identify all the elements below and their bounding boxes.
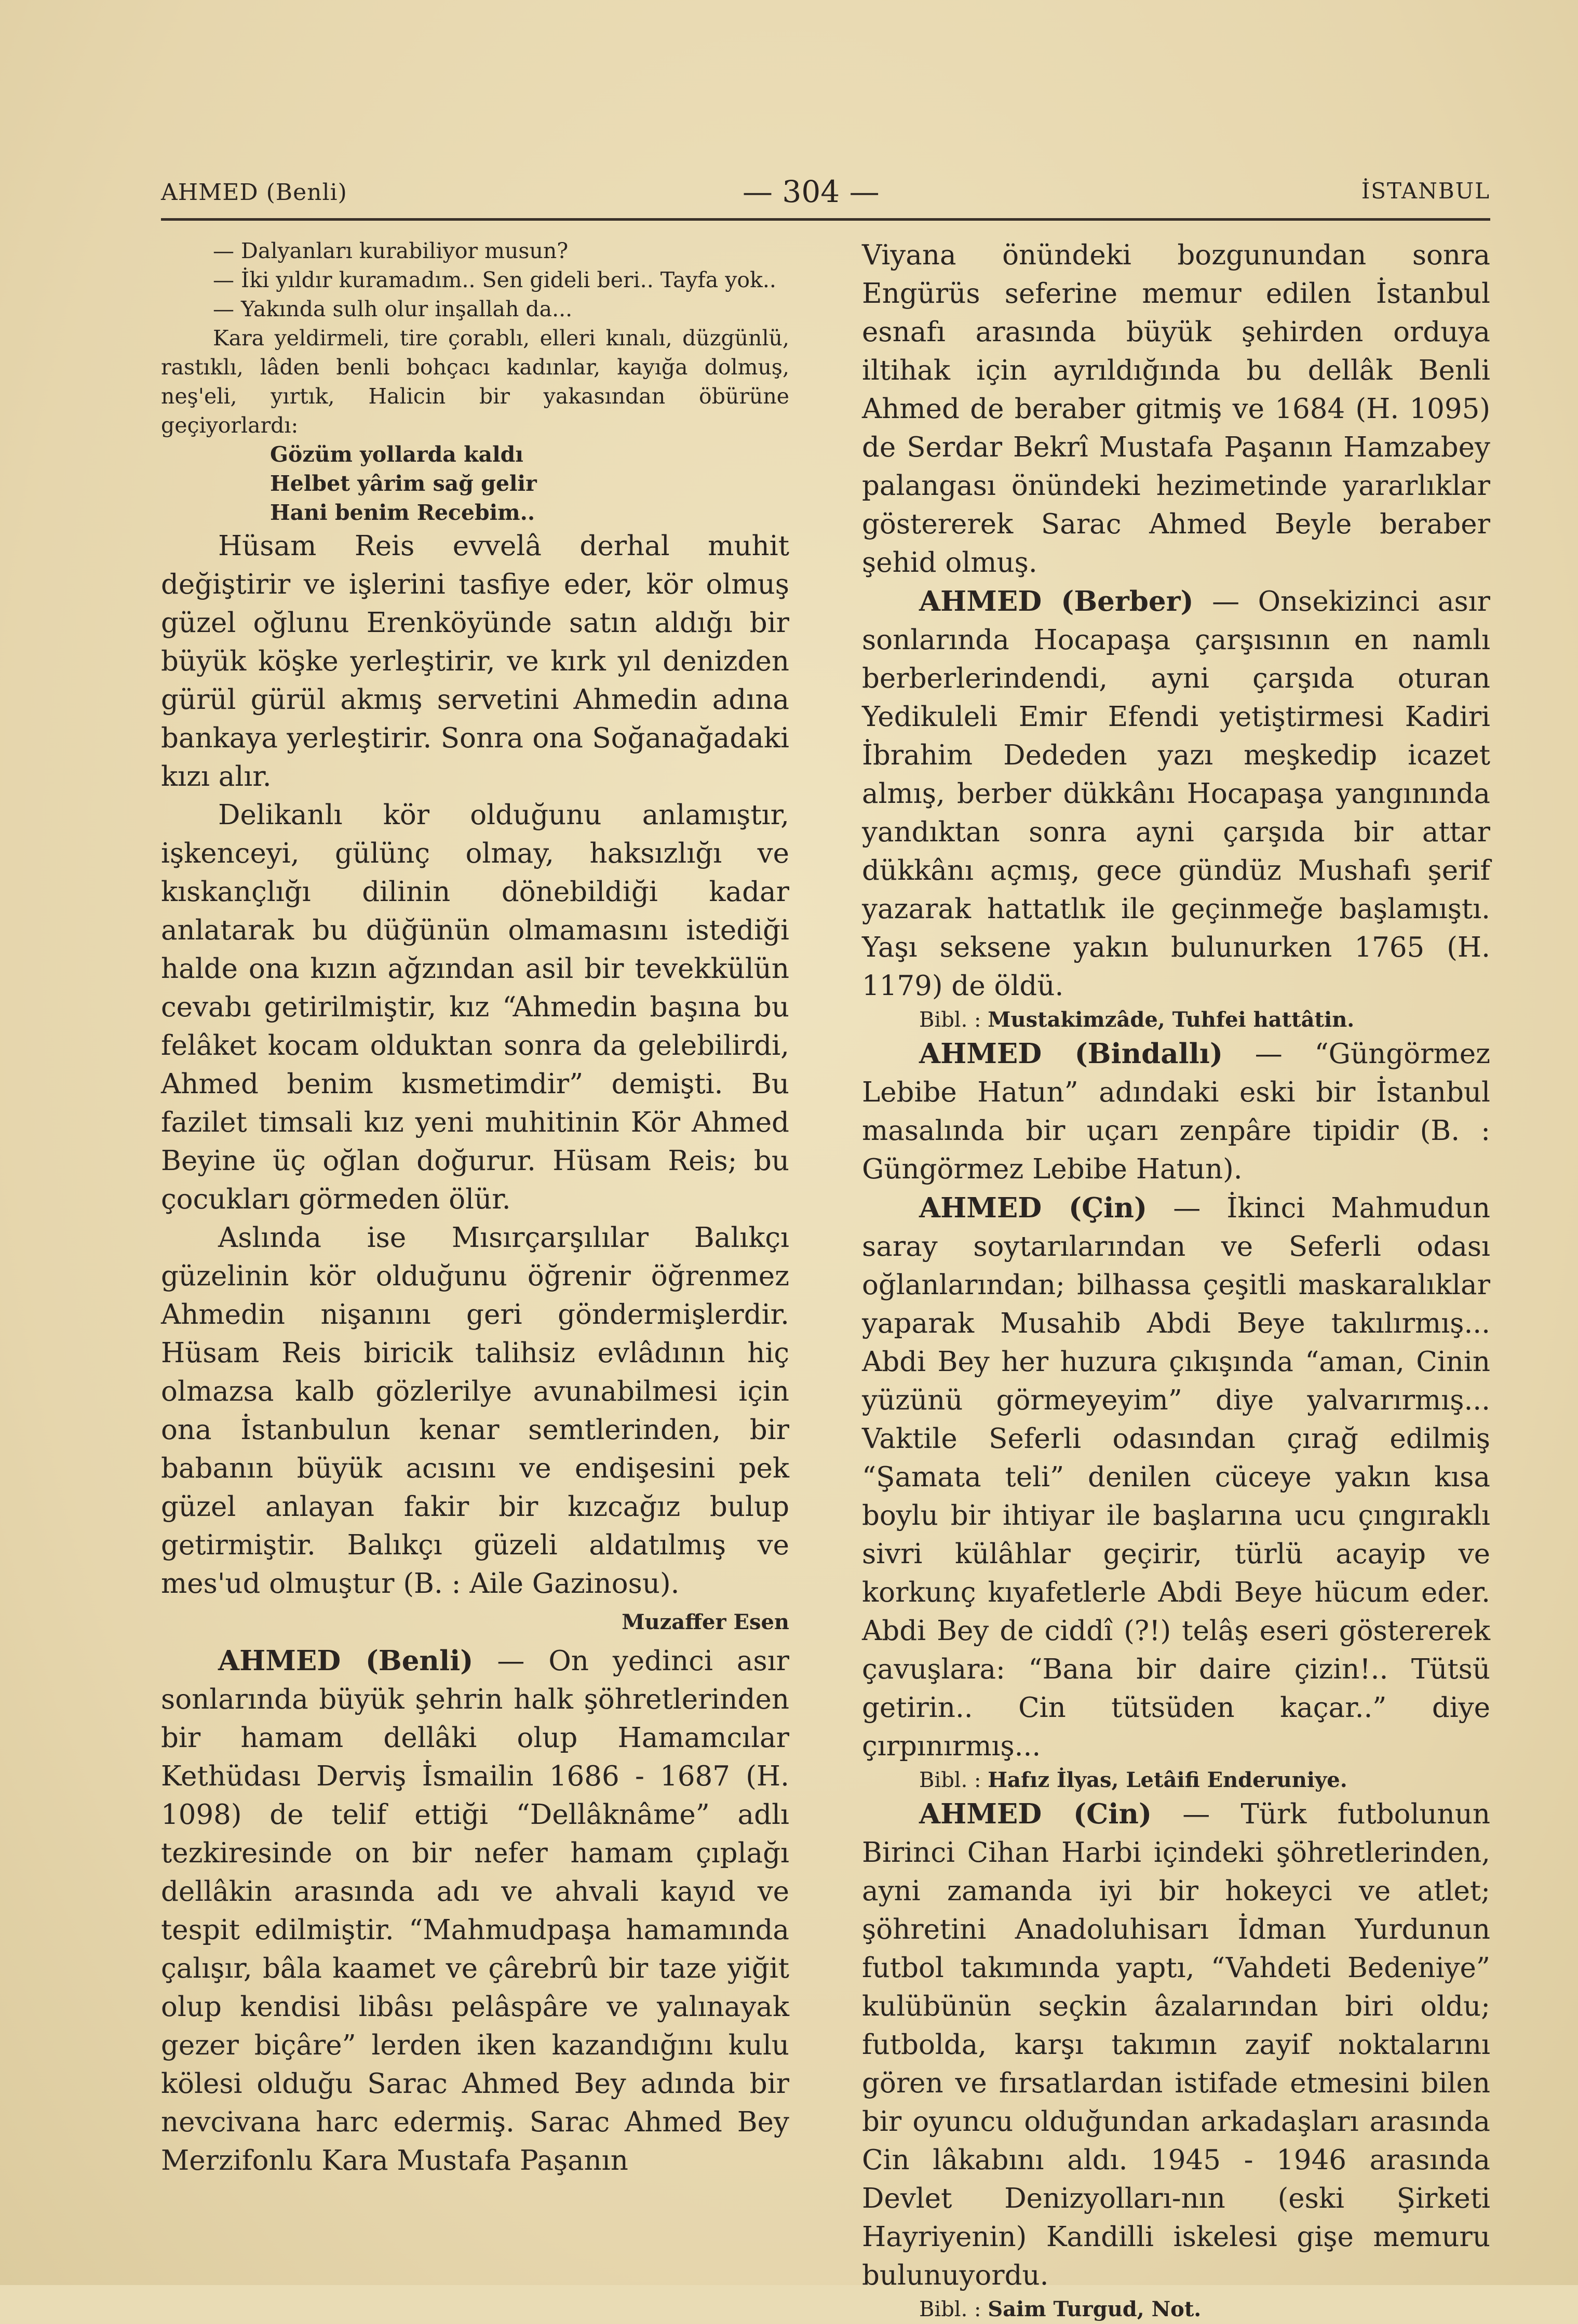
- narration: Kara yeldirmeli, tire çorablı, elleri kınalı, düzgünlü, rastıklı, lâden benli bohçacı kadınlar, kayığa dolmuş, neş'eli, yırtık, Halicin bir yakasından öbürüne geçiyorlardı:: [161, 326, 789, 438]
- entry-heading: AHMED (Bindallı): [919, 1038, 1223, 1070]
- running-head-right: İSTANBUL: [1361, 178, 1490, 204]
- entry-text: — On yedinci asır sonlarında büyük şehrin halk şöhretlerinden bir hamam dellâki olup Hamamcılar Kethüdası Derviş İsmailin 1686 - 1687 (H. 1098) de telif ettiği “Dellâknâme” adlı tezkiresinde on bir nefer hamam çıplağı dellâkin arasında adı ve ahvali kayıd ve tespit edilmiştir. “Mahmudpaşa hamamında çalışır, bâla kaamet ve çârebrû bir taze yiğit olup kendisi libâsı pelâspâre ve yalınayak gezer biçâre” lerden iken kazandığını kulu kölesi olduğu Sarac Ahmed Bey adında bir nevcivana harc edermiş. Sarac Ahmed Bey Merzifonlu Kara Mustafa Paşanın: [161, 1645, 789, 2177]
- paragraph: Hüsam Reis evvelâ derhal muhit değiştirir ve işlerini tasfiye eder, kör olmuş güzel oğlunu Erenköyünde satın aldığı bir büyük köşke yerleştirir, ve kırk yıl denizden gürül gürül akmış servetini Ahmedin adına bankaya yerleştirir. Sonra ona Soğanağadaki kızı alır.: [161, 530, 789, 792]
- entry-heading: AHMED (Benli): [218, 1645, 474, 1677]
- bibl-label: Bibl. :: [919, 1008, 988, 1032]
- bibl-text: Mustakimzâde, Tuhfei hattâtin.: [988, 1007, 1355, 1032]
- bibliography: [862, 2295, 1490, 2324]
- entry-heading: AHMED (Berber): [919, 585, 1194, 617]
- bibl-label: Bibl. :: [919, 1768, 988, 1792]
- poem-line: Gözüm yollarda kaldı: [270, 442, 523, 467]
- right-column: [862, 236, 1490, 2324]
- entry-berber: [862, 582, 1490, 1005]
- bibliography: [862, 1766, 1490, 1795]
- entry-text: — Türk futbolunun Birinci Cihan Harbi içindeki şöhretlerinden, ayni zamanda iyi bir hokeyci ve atlet; şöhretini Anadoluhisarı İdman Yurdunun futbol takımında yaptı, “Vahdeti Bedeniye” kulübünün seçkin âzalarından biri oldu; futbolda, karşı takımın zayif noktalarını gören ve fırsatlardan istifade etmesini bilen bir oyuncu olduğundan arkadaşları arasında Cin lâkabını aldı. 1945 - 1946 arasında Devlet Denizyolları-nın (eski Şirketi Hayriyenin) Kandilli iskelesi gişe memuru bulunuyordu.: [862, 1798, 1490, 2291]
- dialog-line: — Yakında sulh olur inşallah da...: [213, 297, 573, 321]
- continuation-paragraph: Viyana önündeki bozgunundan sonra Engürüs seferine memur edilen İstanbul esnafı arasında büyük şehirden orduya iltihak için ayrıldığında bu dellâk Benli Ahmed de beraber gitmiş ve 1684 (H. 1095) de Serdar Bekrî Mustafa Paşanın Hamzabey palangası önündeki hezimetinde yararlıklar göstererek Sarac Ahmed Beyle beraber şehid olmuş.: [862, 239, 1490, 579]
- entry-heading: AHMED (Çin): [919, 1192, 1148, 1224]
- bibl-text: Saim Turgud, Not.: [988, 2297, 1202, 2321]
- bibl-label: Bibl. :: [919, 2298, 988, 2321]
- entry-bindalli: [862, 1035, 1490, 1189]
- poem-line: Hani benim Recebim..: [270, 500, 535, 525]
- entry-cin-soytari: [862, 1189, 1490, 1766]
- page-number: — 304 —: [743, 174, 880, 209]
- paragraph: Delikanlı kör olduğunu anlamıştır, işkenceyi, gülünç olmay, haksızlığı ve kıskançlığı dilinin dönebildiği kadar anlatarak bu düğünün olmamasını istediği halde ona kızın ağzından asil bir tevekkülün cevabı getirilmiştir, kız “Ahmedin başına bu felâket kocam olduktan sonra da gelebilirdi, Ahmed benim kısmetimdir” demişti. Bu fazilet timsali kız yeni muhitinin Kör Ahmed Beyine üç oğlan doğurur. Hüsam Reis; bu çocukları görmeden ölür.: [161, 799, 789, 1215]
- bibl-text: Hafız İlyas, Letâifi Enderuniye.: [988, 1768, 1347, 1792]
- left-column: [161, 236, 789, 2180]
- entry-text: — “Güngörmez Lebibe Hatun” adındaki eski bir İstanbul masalında bir uçarı zenpâre tipidir (B. : Güngörmez Lebibe Hatun).: [862, 1038, 1490, 1185]
- entry-text: — İkinci Mahmudun saray soytarılarından ve Seferli odası oğlanlarından; bilhassa çeşitli maskaralıklar yaparak Musahib Abdi Beye takılırmış... Abdi Bey her huzura çıkışında “aman, Cinin yüzünü görmeyeyim” diye yalvarırmış... Vaktile Seferli odasından çırağ edilmiş “Şamata teli” denilen cüceye yakın kısa boylu bir ihtiyar ile başlarına ucu çıngıraklı sivri külâhlar geçirir, türlü acayip ve korkunç kıyafetlerle Abdi Beye hücum eder. Abdi Bey de ciddî (?!) telâş eseri göstererek çavuşlara: “Bana bir daire çizin!.. Tütsü getirin.. Cin tütsüden kaçar..” diye çırpınırmış...: [862, 1192, 1490, 1762]
- bibliography: [862, 1005, 1490, 1035]
- dialog-line: — İki yıldır kuramadım.. Sen gideli beri.. Tayfa yok..: [213, 267, 776, 292]
- entry-heading: AHMED (Cin): [919, 1798, 1152, 1830]
- header-rule: [161, 218, 1490, 221]
- running-head: [161, 174, 1490, 210]
- poem-line: Helbet yârim sağ gelir: [270, 471, 537, 496]
- dialog-line: — Dalyanları kurabiliyor musun?: [213, 238, 569, 263]
- entry-text: — Onsekizinci asır sonlarında Hocapaşa çarşısının en namlı berberlerindendi, ayni çarşıda oturan Yedikuleli Emir Efendi yetiştirmesi Kadiri İbrahim Dededen yazı meşkedip icazet almış, berber dükkânı Hocapaşa yangınında yandıktan sonra ayni çarşıda bir attar dükkânı açmış, gece gündüz Mushafı şerif yazarak hattatlık ile geçinmeğe başlamıştı. Yaşı seksene yakın bulunurken 1765 (H. 1179) de öldü.: [862, 586, 1490, 1002]
- paragraph: Aslında ise Mısırçarşılılar Balıkçı güzelinin kör olduğunu öğrenir öğrenmez Ahmedin nişanını geri göndermişlerdir. Hüsam Reis biricik talihsiz evlâdının hiç olmazsa kalb gözlerilye avunabilmesi için ona İstanbulun kenar semtlerinden, bir babanın büyük acısını ve endişesini pek güzel anlayan fakir bir kızcağız bulup getirmiştir. Balıkçı güzeli aldatılmış ve mes'ud olmuştur (B. : Aile Gazinosu).: [161, 1222, 789, 1600]
- entry-cin-futbolcu: [862, 1795, 1490, 2295]
- author-signature: Muzaffer Esen: [622, 1610, 789, 1634]
- running-head-left: AHMED (Benli): [161, 179, 347, 206]
- entry-benli: [161, 1642, 789, 2180]
